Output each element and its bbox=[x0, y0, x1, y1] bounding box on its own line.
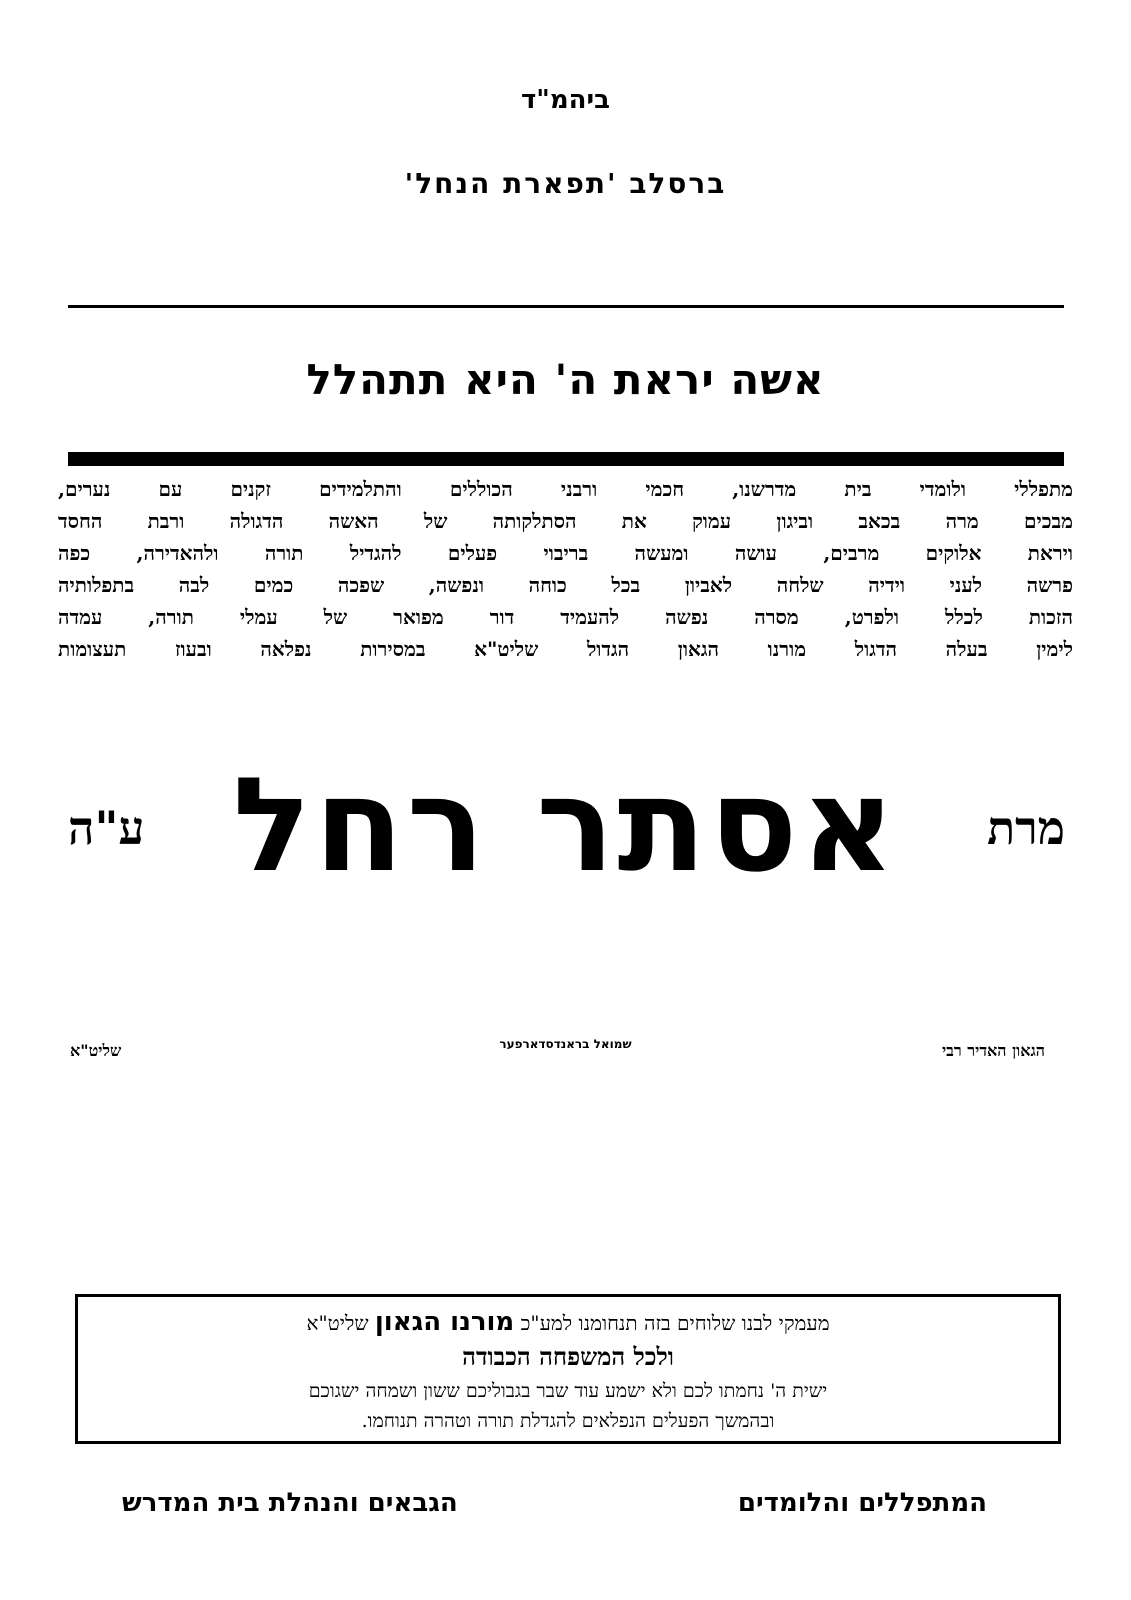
husband-role bbox=[0, 1122, 1131, 1156]
condolence-box bbox=[75, 1294, 1061, 1444]
city-name bbox=[0, 242, 1131, 264]
signature-left: הגבאים והנהלת בית המדרש bbox=[122, 1488, 458, 1518]
condolence-end: שליט"א bbox=[306, 1311, 369, 1335]
condolence-line: ובהמשך הפעלים הנפלאים להגדלת תורה וטהרה תנוחמו. bbox=[361, 1410, 775, 1432]
condolence-title: מורנו הגאון bbox=[374, 1307, 515, 1337]
intro-line: מתפללי ולומדי בית מדרשנו, חכמי ורבני הכוללים והתלמידים זקנים עם נערים, bbox=[58, 477, 1073, 501]
husband-name: שמואל בראנדסדארפער bbox=[499, 1037, 632, 1051]
signature-right: המתפללים והלומדים bbox=[737, 1488, 987, 1518]
husband-role bbox=[0, 1088, 1131, 1122]
intro-line: מבכים מרה בכאב וביגון עמוק את הסתלקותה של האשה הדגולה ורבת החסד bbox=[58, 509, 1073, 533]
intro-line: לימין בעלה הדגול מורנו הגאון הגדול שליט"א במסירות נפלאה ובעוז תעצומות bbox=[58, 637, 1073, 661]
husband-prefix: הגאון האדיר רבי bbox=[941, 1041, 1045, 1060]
husband-intro-line bbox=[0, 928, 1131, 958]
intro-line: הזכות לכלל ולפרט, מסרה נפשה להעמיד דור מפואר של עמלי תורה, עמדה bbox=[58, 605, 1073, 629]
praise-line bbox=[0, 1204, 1131, 1236]
husband-intro-line bbox=[0, 960, 1131, 990]
deceased-name: אסתר רחל bbox=[232, 749, 899, 901]
intro-line: ויראת אלוקים מרבים, עושה ומעשה בריבוי פעלים להגדיל תורה ולהאדירה, כפה bbox=[58, 541, 1073, 565]
headline: אשה יראת ה' היא תתהלל bbox=[306, 355, 825, 404]
intro-line: פרשה לעני וידיה שלחה לאביון בכל כוחה ונפשה, שפכה כמים לבה בתפלותיה bbox=[58, 573, 1073, 597]
condolence-line: ישית ה' נחמתו לכם ולא ישמע עוד שבר בגבוליכם ששון ושמחה ישגוכם bbox=[308, 1380, 828, 1402]
condolence-line: ולכל המשפחה הכבודה bbox=[462, 1342, 674, 1371]
mourners-label bbox=[0, 1450, 1131, 1480]
institution-name: ברסלב 'תפארת הנחל' bbox=[404, 167, 727, 200]
presidency-line bbox=[0, 266, 1131, 294]
deceased-suffix: ע"ה bbox=[68, 801, 145, 855]
headline-underline bbox=[68, 452, 1064, 466]
deceased-prefix: מרת bbox=[987, 801, 1065, 855]
condolence-line bbox=[78, 1305, 1058, 1340]
husband-suffix: שליט"א bbox=[70, 1041, 122, 1060]
top-divider bbox=[68, 305, 1064, 308]
opening-title: ביהמ"ד bbox=[520, 85, 611, 115]
praise-line bbox=[0, 1172, 1131, 1204]
funeral-notice bbox=[0, 1252, 1131, 1282]
deceased-title bbox=[0, 672, 1131, 722]
condolence-start: מעמקי לבנו שלוחים בזה תנחומנו למע"כ bbox=[520, 1311, 830, 1335]
